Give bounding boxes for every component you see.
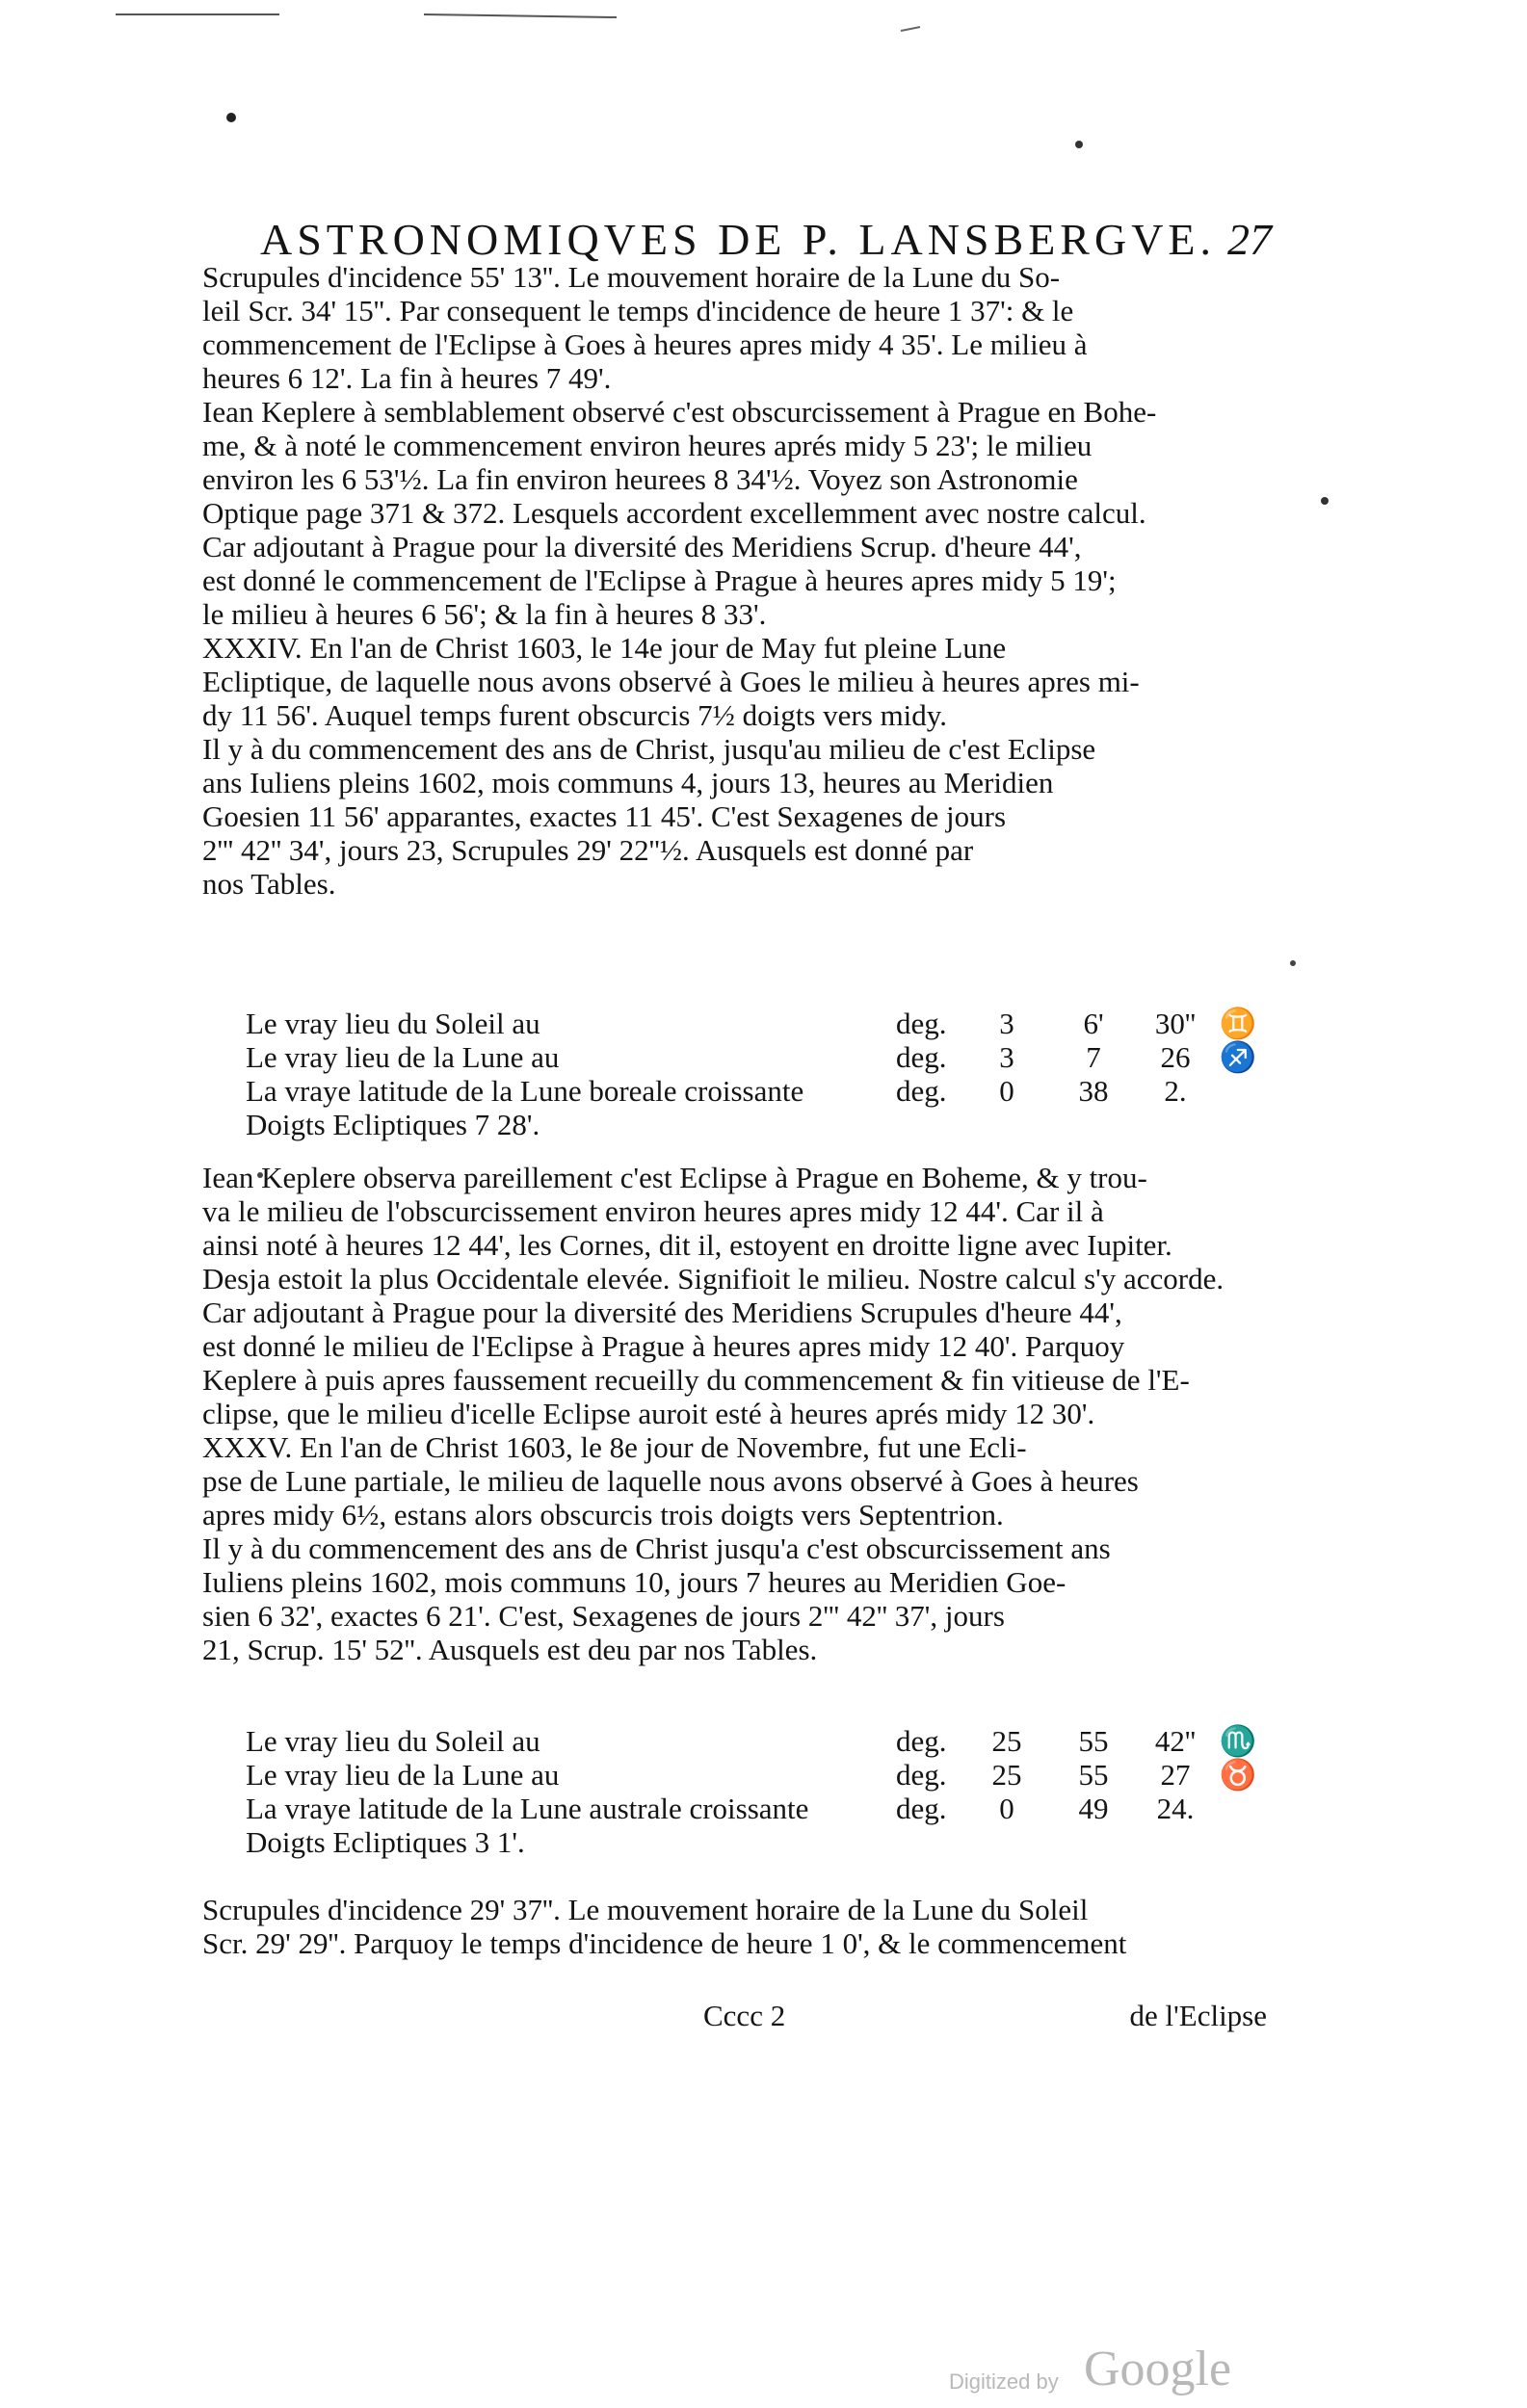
zodiac-sign: ♏ xyxy=(1219,1724,1257,1758)
text-line: apres midy 6½, estans alors obscurcis trois doigts vers Septentrion. xyxy=(202,1498,1004,1531)
row-label: Le vray lieu de la Lune au xyxy=(246,1758,560,1792)
text-line: Optique page 371 & 372. Lesquels accordent excellemment avec nostre calcul. xyxy=(202,496,1146,530)
row-label: Le vray lieu du Soleil au xyxy=(246,1007,540,1040)
table-row xyxy=(222,1040,1277,1074)
value-seconds: 27 xyxy=(1160,1758,1191,1792)
value-minutes: 55 xyxy=(1078,1724,1109,1758)
eclipse-table-2 xyxy=(222,1724,1277,1859)
text-line: Scr. 29' 29''. Parquoy le temps d'incidence de heure 1 0', & le commencement xyxy=(202,1926,1127,1960)
zodiac-sign: ♉ xyxy=(1219,1758,1257,1792)
text-line: clipse, que le milieu d'icelle Eclipse auroit esté à heures aprés midy 12 30'. xyxy=(202,1397,1095,1430)
text-line: pse de Lune partiale, le milieu de laquelle nous avons observé à Goes à heures xyxy=(202,1464,1139,1498)
text-line: environ les 6 53'½. La fin environ heurees 8 34'½. Voyez son Astronomie xyxy=(202,462,1078,496)
text-line: XXXIV. En l'an de Christ 1603, le 14e jour de May fut pleine Lune xyxy=(202,631,1007,665)
running-head xyxy=(260,214,1272,265)
text-line: le milieu à heures 6 56'; & la fin à heures 8 33'. xyxy=(202,597,767,631)
value-minutes: 55 xyxy=(1078,1758,1109,1792)
table-row xyxy=(222,1007,1277,1040)
catchword: de l'Eclipse xyxy=(1129,1999,1267,2032)
value-seconds: 30'' xyxy=(1154,1007,1197,1040)
google-logo: Google xyxy=(1084,2342,1232,2396)
value-degrees: 25 xyxy=(991,1758,1022,1792)
row-unit: deg. xyxy=(896,1758,947,1792)
text-line: 2''' 42'' 34', jours 23, Scrupules 29' 22''½. Ausquels est donné par xyxy=(202,833,974,867)
table-row xyxy=(222,1108,1277,1141)
text-line: leil Scr. 34' 15''. Par consequent le temps d'incidence de heure 1 37': & le xyxy=(202,294,1074,327)
paragraph-block-3 xyxy=(202,1893,1267,1960)
value-degrees: 3 xyxy=(999,1040,1014,1074)
page-footer xyxy=(202,1999,1267,2032)
row-unit: deg. xyxy=(896,1074,947,1108)
row-label: Le vray lieu de la Lune au xyxy=(246,1040,560,1074)
text-line: me, & à noté le commencement environ heures aprés midy 5 23'; le milieu xyxy=(202,429,1093,462)
value-minutes: 38 xyxy=(1078,1074,1109,1108)
text-line: ainsi noté à heures 12 44', les Cornes, dit il, estoyent en droitte ligne avec Iupiter. xyxy=(202,1228,1172,1262)
text-line: 21, Scrup. 15' 52''. Ausquels est deu par nos Tables. xyxy=(202,1633,818,1666)
value-seconds: 24. xyxy=(1156,1792,1195,1825)
text-line: Goesien 11 56' apparantes, exactes 11 45'. C'est Sexagenes de jours xyxy=(202,799,1007,833)
text-line: ans Iuliens pleins 1602, mois communs 4, jours 13, heures au Meridien xyxy=(202,766,1054,799)
row-unit: deg. xyxy=(896,1724,947,1758)
text-line: commencement de l'Eclipse à Goes à heures apres midy 4 35'. Le milieu à xyxy=(202,327,1088,361)
text-line: Iean Keplere à semblablement observé c'est obscurcissement à Prague en Bohe- xyxy=(202,395,1157,429)
table-row xyxy=(222,1758,1277,1792)
paragraph-block-2 xyxy=(202,1161,1267,1666)
value-seconds: 26 xyxy=(1160,1040,1191,1074)
text-line: Il y à du commencement des ans de Christ, jusqu'au milieu de c'est Eclipse xyxy=(202,732,1096,766)
text-line: Keplere à puis apres faussement recueilly du commencement & fin vitieuse de l'E- xyxy=(202,1363,1190,1397)
value-minutes: 49 xyxy=(1078,1792,1109,1825)
value-degrees: 25 xyxy=(991,1724,1022,1758)
text-line: Iean Keplere observa pareillement c'est Eclipse à Prague en Boheme, & y trou- xyxy=(202,1161,1147,1194)
table-row xyxy=(222,1724,1277,1758)
text-line: va le milieu de l'obscurcissement environ heures apres midy 12 44'. Car il à xyxy=(202,1194,1104,1228)
page-number: 27 xyxy=(1227,215,1272,264)
text-line: Car adjoutant à Prague pour la diversité des Meridiens Scrupules d'heure 44', xyxy=(202,1296,1122,1329)
eclipse-table-1 xyxy=(222,1007,1277,1141)
value-seconds: 2. xyxy=(1164,1074,1187,1108)
running-head-title: ASTRONOMIQVES DE P. LANSBERGVE. xyxy=(260,215,1217,264)
text-line: Scrupules d'incidence 55' 13''. Le mouvement horaire de la Lune du So- xyxy=(202,260,1061,294)
text-line: Il y à du commencement des ans de Christ jusqu'a c'est obscurcissement ans xyxy=(202,1531,1111,1565)
row-unit: deg. xyxy=(896,1007,947,1040)
value-degrees: 0 xyxy=(999,1792,1014,1825)
text-line: heures 6 12'. La fin à heures 7 49'. xyxy=(202,361,612,395)
value-minutes: 7 xyxy=(1086,1040,1101,1074)
text-line: Desja estoit la plus Occidentale elevée. Signifioit le milieu. Nostre calcul s'y accorde. xyxy=(202,1262,1224,1296)
row-label: Doigts Ecliptiques 7 28'. xyxy=(246,1108,540,1141)
row-unit: deg. xyxy=(896,1792,947,1825)
text-line: Car adjoutant à Prague pour la diversité des Meridiens Scrup. d'heure 44', xyxy=(202,530,1082,563)
value-degrees: 3 xyxy=(999,1007,1014,1040)
zodiac-sign: ♊ xyxy=(1219,1007,1257,1040)
row-label: Le vray lieu du Soleil au xyxy=(246,1724,540,1758)
paragraph-block-1 xyxy=(202,260,1267,901)
text-line: est donné le commencement de l'Eclipse à Prague à heures apres midy 5 19'; xyxy=(202,563,1117,597)
table-row xyxy=(222,1074,1277,1108)
value-degrees: 0 xyxy=(999,1074,1014,1108)
row-label: La vraye latitude de la Lune australe croissante xyxy=(246,1792,809,1825)
row-unit: deg. xyxy=(896,1040,947,1074)
text-line: nos Tables. xyxy=(202,867,336,901)
digitized-watermark xyxy=(949,2341,1277,2398)
zodiac-sign: ♐ xyxy=(1219,1040,1257,1074)
value-seconds: 42'' xyxy=(1154,1724,1197,1758)
text-line: Iuliens pleins 1602, mois communs 10, jours 7 heures au Meridien Goe- xyxy=(202,1565,1066,1599)
text-line: dy 11 56'. Auquel temps furent obscurcis 7½ doigts vers midy. xyxy=(202,698,948,732)
watermark-prefix: Digitized by xyxy=(949,2369,1059,2394)
table-row xyxy=(222,1825,1277,1859)
table-row xyxy=(222,1792,1277,1825)
text-line: Scrupules d'incidence 29' 37''. Le mouvement horaire de la Lune du Soleil xyxy=(202,1893,1089,1926)
row-label: La vraye latitude de la Lune boreale croissante xyxy=(246,1074,804,1108)
text-line: sien 6 32', exactes 6 21'. C'est, Sexagenes de jours 2''' 42'' 37', jours xyxy=(202,1599,1005,1633)
text-line: Ecliptique, de laquelle nous avons observé à Goes le milieu à heures apres mi- xyxy=(202,665,1140,698)
text-line: est donné le milieu de l'Eclipse à Prague à heures apres midy 12 40'. Parquoy xyxy=(202,1329,1125,1363)
signature-mark: Cccc 2 xyxy=(703,1999,786,2032)
text-line: XXXV. En l'an de Christ 1603, le 8e jour de Novembre, fut une Ecli- xyxy=(202,1430,1027,1464)
row-label: Doigts Ecliptiques 3 1'. xyxy=(246,1825,525,1859)
value-minutes: 6' xyxy=(1083,1007,1104,1040)
